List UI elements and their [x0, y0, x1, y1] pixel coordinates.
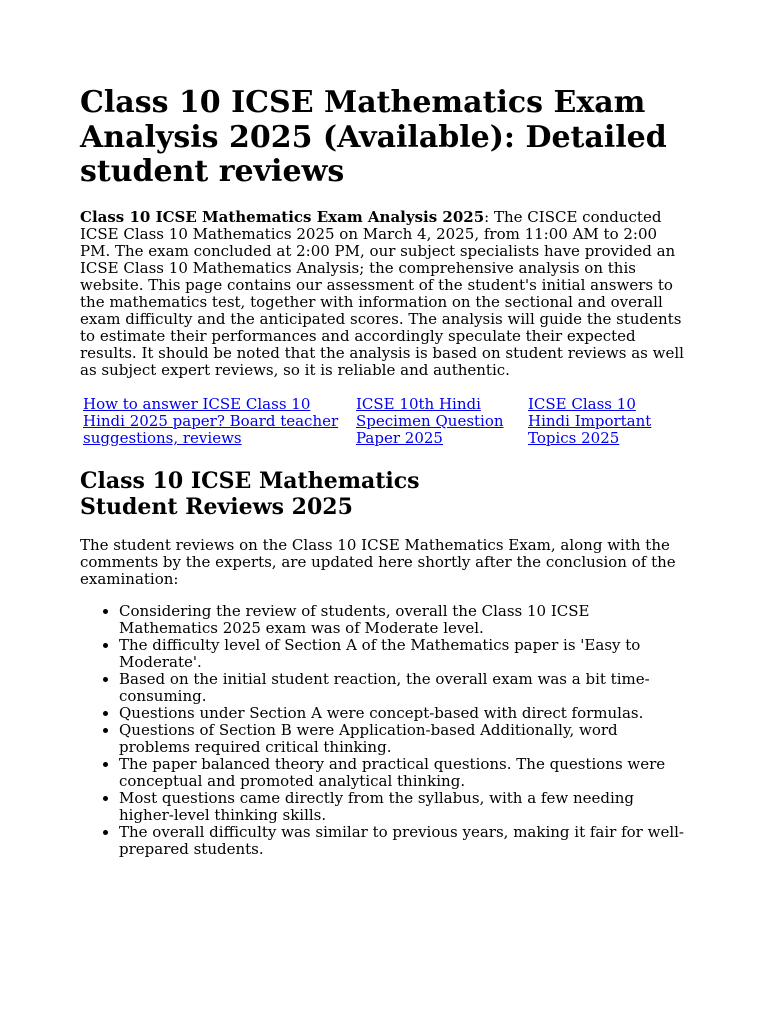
reviews-intro-paragraph: The student reviews on the Class 10 ICSE Mathematics Exam, along with the comments by the experts, are updated here shortly after the conclusion of the examination: [80, 535, 676, 588]
related-link-hindi-paper-answers[interactable]: How to answer ICSE Class 10 Hindi 2025 paper? Board teacher suggestions, reviews [83, 394, 339, 447]
intro-bold-lead: Class 10 ICSE Mathematics Exam Analysis 2025 [80, 207, 485, 226]
related-link-hindi-specimen-paper[interactable]: ICSE 10th Hindi Specimen Question Paper 2025 [356, 394, 504, 447]
review-point: • Most questions came directly from the syllabus, with a few needing higher-level thinking skills. [119, 790, 691, 824]
intro-paragraph [80, 209, 690, 379]
intro-text: : The CISCE conducted ICSE Class 10 Mathematics 2025 on March 4, 2025, from 11:00 AM to 2:00 PM. The exam concluded at 2:00 PM, our subject specialists have provided an ICSE Class 10 Mathematics Analysis; the comprehensive analysis on this website. This page contains our assessment of the student's initial answers to the mathematics test, together with information on the sectional and overall exam difficulty and the anticipated scores. The analysis will guide the students to estimate their performances and accordingly speculate their expected results. It should be noted that the analysis is based on student reviews as well as subject expert reviews, so it is reliable and authentic. [80, 207, 684, 379]
review-point: • The difficulty level of Section A of the Mathematics paper is 'Easy to Moderate'. [119, 637, 691, 671]
review-point: • Questions of Section B were Application-based Additionally, word problems required critical thinking. [119, 722, 691, 756]
related-link-hindi-important-topics[interactable]: ICSE Class 10 Hindi Important Topics 2025 [528, 394, 652, 447]
review-point: • The overall difficulty was similar to previous years, making it fair for well-prepared students. [119, 824, 691, 858]
related-links [83, 396, 691, 447]
page-title: Class 10 ICSE Mathematics Exam Analysis 2025 (Available): Detailed student reviews [80, 85, 667, 189]
review-point: • The paper balanced theory and practical questions. The questions were conceptual and promoted analytical thinking. [119, 756, 691, 790]
review-point: • Questions under Section A were concept-based with direct formulas. [119, 705, 691, 722]
review-point: • Considering the review of students, overall the Class 10 ICSE Mathematics 2025 exam was of Moderate level. [119, 603, 691, 637]
review-point: • Based on the initial student reaction, the overall exam was a bit time-consuming. [119, 671, 691, 705]
section-heading-student-reviews: Class 10 ICSE Mathematics Student Reviews 2025 [80, 467, 420, 520]
reviews-list [80, 603, 691, 858]
